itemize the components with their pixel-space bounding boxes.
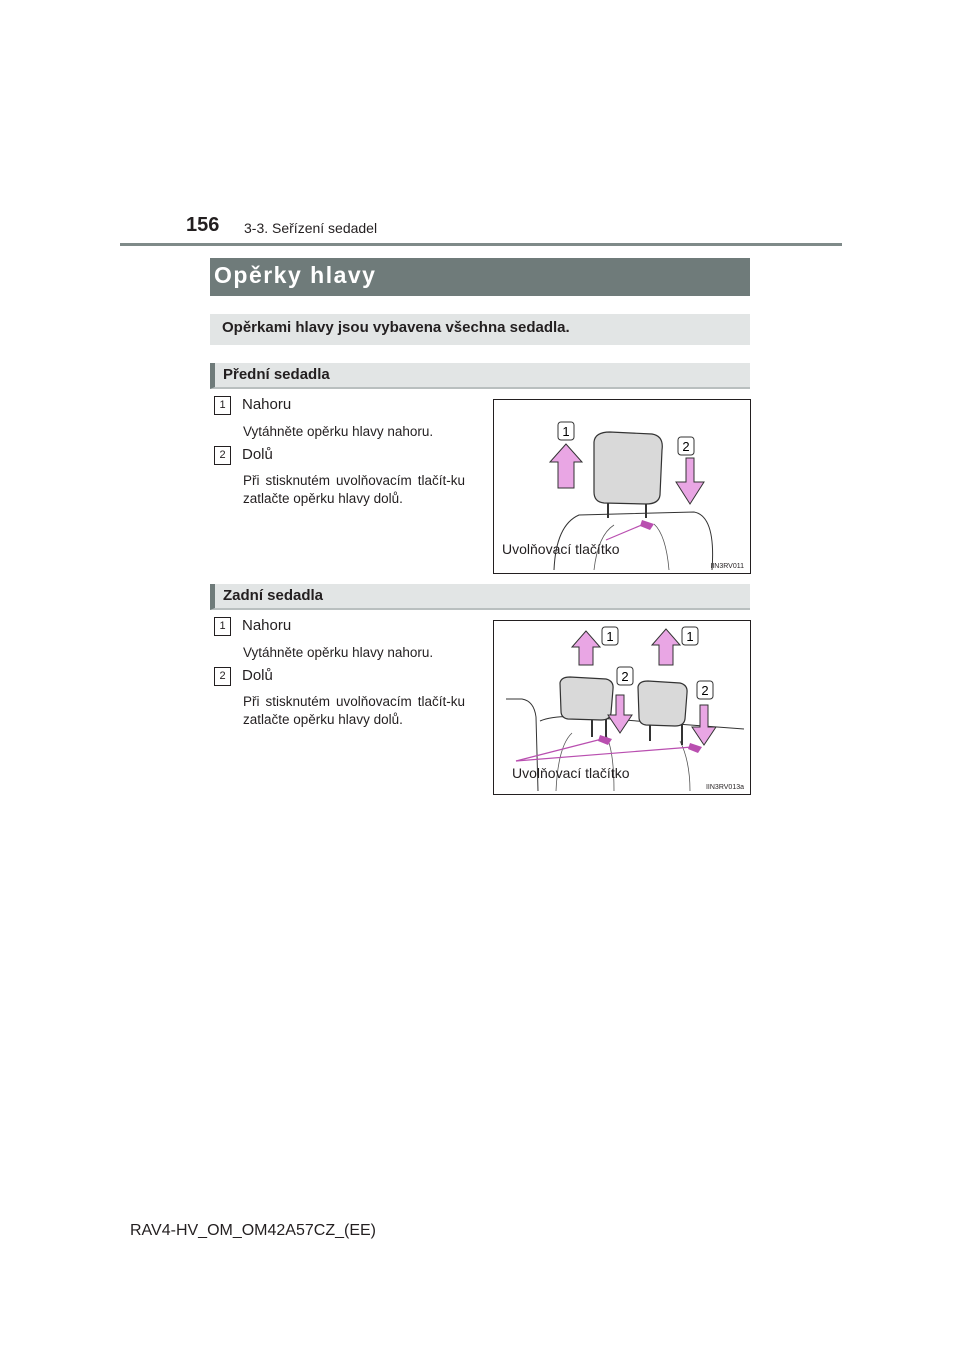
intro-text: Opěrkami hlavy jsou vybavena všechna sedadla. bbox=[222, 319, 570, 336]
front-step-1-desc: Vytáhněte opěrku hlavy nahoru. bbox=[243, 424, 434, 439]
release-button-icon bbox=[688, 743, 702, 753]
front-seats-heading-label: Přední sedadla bbox=[223, 366, 330, 383]
up-arrow-icon bbox=[652, 629, 680, 665]
up-arrow-icon bbox=[550, 444, 582, 488]
callout-2-label: 2 bbox=[682, 439, 690, 454]
callout-1-label: 1 bbox=[606, 629, 614, 644]
bench-seam-line bbox=[556, 733, 572, 791]
rear-headrest-figure bbox=[493, 620, 751, 795]
front-step-1-title: Nahoru bbox=[242, 396, 292, 413]
figure-code: IIN3RV011 bbox=[710, 563, 744, 570]
release-button-label: Uvolňovací tlačítko bbox=[502, 541, 620, 557]
front-step-2-badge: 2 bbox=[214, 446, 231, 465]
rear-step-2-title: Dolů bbox=[242, 667, 273, 684]
release-button-label: Uvolňovací tlačítko bbox=[512, 765, 630, 781]
front-headrest-figure bbox=[493, 399, 751, 574]
page-number: 156 bbox=[186, 214, 220, 236]
rear-seats-heading bbox=[210, 584, 750, 610]
callout-1-label: 1 bbox=[562, 424, 570, 439]
front-headrest-illustration bbox=[494, 400, 750, 573]
footer-document-id: RAV4-HV_OM_OM42A57CZ_(EE) bbox=[130, 1222, 376, 1239]
page-title: Opěrky hlavy bbox=[214, 262, 377, 288]
headrest-left bbox=[560, 677, 613, 720]
rear-step-1-desc: Vytáhněte opěrku hlavy nahoru. bbox=[243, 645, 434, 660]
header-divider bbox=[120, 243, 842, 246]
callout-2-label: 2 bbox=[621, 669, 629, 684]
callout-1-label: 1 bbox=[686, 629, 694, 644]
rear-step-2-desc: Při stisknutém uvolňovacím tlačít-ku zatlačte opěrku hlavy dolů. bbox=[243, 694, 465, 727]
headrest bbox=[594, 432, 662, 504]
up-arrow-icon bbox=[572, 631, 600, 665]
front-step-2-title: Dolů bbox=[242, 446, 273, 463]
rear-headrest-illustration bbox=[494, 621, 750, 794]
section-reference: 3-3. Seřízení sedadel bbox=[244, 220, 378, 236]
front-step-2-desc: Při stisknutém uvolňovacím tlačít-ku zatlačte opěrku hlavy dolů. bbox=[243, 473, 465, 506]
rear-step-1-badge: 1 bbox=[214, 617, 231, 636]
rear-seats-heading-label: Zadní sedadla bbox=[223, 587, 324, 604]
front-step-1-badge: 1 bbox=[214, 396, 231, 415]
figure-code: IIN3RV013a bbox=[705, 784, 744, 791]
callout-2-label: 2 bbox=[701, 683, 709, 698]
down-arrow-icon bbox=[676, 458, 704, 504]
rear-step-1-title: Nahoru bbox=[242, 617, 292, 634]
rear-step-2-badge: 2 bbox=[214, 667, 231, 686]
front-seats-heading bbox=[210, 363, 750, 389]
seat-seam-line bbox=[654, 524, 669, 570]
headrest-right bbox=[638, 681, 687, 726]
